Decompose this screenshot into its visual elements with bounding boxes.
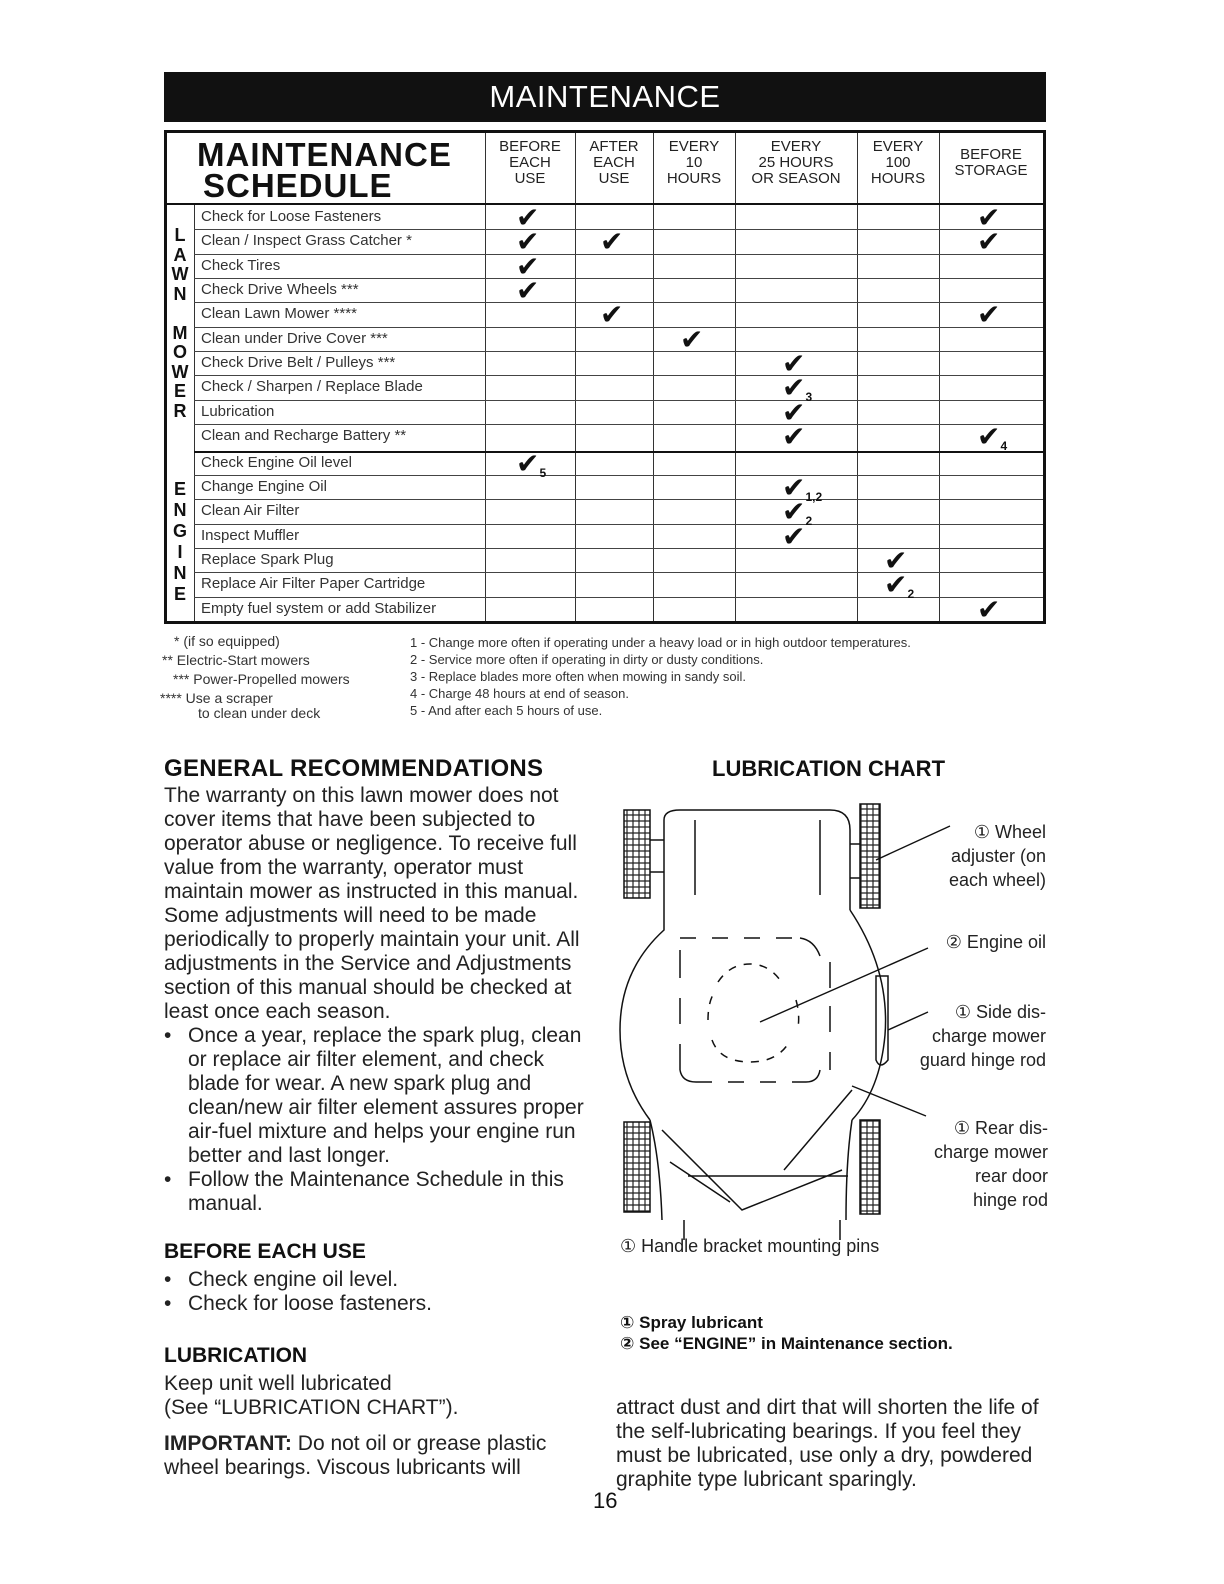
side-letter-lawn-mower: M xyxy=(172,322,188,343)
check-note-ref: 1,2 xyxy=(805,489,823,504)
check-mark xyxy=(977,299,1001,331)
check-icon: ✔ xyxy=(782,520,806,552)
lubrication-line1: Keep unit well lubricated xyxy=(164,1372,392,1395)
check-mark xyxy=(977,593,1001,625)
schedule-row-label: Clean and Recharge Battery ** xyxy=(201,427,407,445)
check-mark xyxy=(884,569,915,606)
column-header-5 xyxy=(857,139,939,187)
schedule-row-label: Change Engine Oil xyxy=(201,477,327,495)
column-header-line: HOURS xyxy=(870,170,926,187)
column-header-6 xyxy=(939,147,1043,179)
check-icon: ✔ xyxy=(516,226,540,258)
row-divider xyxy=(194,451,1043,453)
column-header-line: USE xyxy=(598,170,630,187)
lubrication-line2: (See “LUBRICATION CHART”). xyxy=(164,1396,459,1419)
bullet-follow-schedule: • Follow the Maintenance Schedule in this manual. xyxy=(164,1168,600,1216)
schedule-row-label: Check Drive Wheels *** xyxy=(201,281,359,299)
check-icon: ✔ xyxy=(516,275,540,307)
column-divider xyxy=(194,205,195,621)
callout-engine-oil: ② Engine oil xyxy=(945,932,1046,952)
schedule-row-label: Inspect Muffler xyxy=(201,526,300,544)
column-header-line: 25 HOURS xyxy=(758,154,834,171)
lubrication-continued: attract dust and dirt that will shorten the life of the self-lubricating bearings. If you feel they must be lubricated, use only a dry, powdered graphite type lubricant sparingly. xyxy=(616,1396,1039,1491)
check-mark xyxy=(782,520,806,552)
check-mark xyxy=(680,323,704,355)
column-header-line: 10 xyxy=(685,154,703,171)
row-divider xyxy=(194,375,1043,376)
side-letter-lawn-mower: O xyxy=(172,342,187,362)
row-divider xyxy=(194,597,1043,598)
numbered-note-4: 4 - Charge 48 hours at end of season. xyxy=(410,686,629,701)
check-icon: ✔ xyxy=(782,496,806,528)
bullet-spark-plug: • Once a year, replace the spark plug, clean or replace air filter element, and check blade for wear. A new spark plug and clean/new air filter element assures proper air-fuel mixture and helps your engine run better and last longer. xyxy=(164,1024,600,1168)
callout-wheel-l3: each wheel) xyxy=(948,870,1046,890)
check-icon: ✔ xyxy=(977,202,1001,233)
column-header-line: BEFORE xyxy=(960,146,1022,163)
callout-rear-l2: charge mower xyxy=(933,1142,1048,1162)
row-divider xyxy=(194,278,1043,279)
callout-side-l2: charge mower xyxy=(931,1026,1046,1046)
schedule-row-label: Check / Sharpen / Replace Blade xyxy=(201,378,423,396)
footnotes-symbols xyxy=(160,632,350,723)
column-header-line: USE xyxy=(514,170,546,187)
side-letter-engine: N xyxy=(173,500,187,520)
schedule-title xyxy=(197,136,452,204)
warranty-paragraph: The warranty on this lawn mower does not cover items that have been subjected to operator abuse or negligence. To receive full value from the warranty, operator must maintain mower as instructed in this manual. Some adjustments will need to be made periodically to properly maintain your unit. All adjustments in the Service and Adjustments section of this manual should be checked at least once each season. xyxy=(164,784,580,1023)
row-divider xyxy=(194,424,1043,425)
footnote-4: **** Use a scraper xyxy=(160,690,273,706)
check-mark xyxy=(516,447,547,485)
column-header-line: HOURS xyxy=(666,170,722,187)
front-left-wheel xyxy=(624,810,650,898)
footnote-3: *** Power-Propelled mowers xyxy=(173,671,350,687)
before-each-use-list xyxy=(164,1268,584,1316)
schedule-row-label: Replace Air Filter Paper Cartridge xyxy=(201,575,426,593)
callout-rear-l3: rear door xyxy=(974,1166,1048,1186)
check-note-ref: 5 xyxy=(539,465,547,480)
side-letter-lawn-mower: E xyxy=(173,381,186,401)
check-icon: ✔ xyxy=(782,396,806,428)
check-note-ref: 4 xyxy=(1000,439,1008,454)
column-header-line: OR SEASON xyxy=(751,170,841,187)
row-divider xyxy=(194,351,1043,352)
row-divider xyxy=(194,524,1043,525)
callout-wheel-l2: adjuster (on xyxy=(950,846,1046,866)
check-icon: ✔ xyxy=(516,202,540,233)
check-icon: ✔ xyxy=(977,299,1001,331)
side-letter-engine: E xyxy=(173,584,186,604)
check-mark xyxy=(600,226,624,258)
side-letter-lawn-mower: N xyxy=(173,283,187,304)
check-icon: ✔ xyxy=(884,569,908,601)
rear-left-wheel xyxy=(624,1122,650,1212)
lubrication-body xyxy=(164,1372,594,1480)
row-divider xyxy=(194,499,1043,500)
lubrication-chart-title: LUBRICATION CHART xyxy=(712,756,946,781)
column-header-line: BEFORE xyxy=(499,138,561,155)
side-letter-lawn-mower: W xyxy=(171,264,189,284)
check-icon: ✔ xyxy=(516,447,540,479)
callout-side-l1: ① Side dis- xyxy=(954,1002,1046,1022)
check-icon: ✔ xyxy=(600,299,624,331)
side-letter-lawn-mower: R xyxy=(173,400,187,421)
page-banner: MAINTENANCE xyxy=(164,72,1046,122)
check-mark xyxy=(600,299,624,331)
callout-rear-l4: hinge rod xyxy=(972,1190,1048,1210)
check-icon: ✔ xyxy=(884,544,908,576)
chart-legend xyxy=(620,1312,953,1354)
front-right-wheel xyxy=(860,804,880,908)
side-letter-engine: G xyxy=(172,521,187,541)
column-header-line: EVERY xyxy=(770,138,822,155)
callout-rear-discharge xyxy=(906,1116,1048,1212)
schedule-title-line1: MAINTENANCE xyxy=(197,136,452,173)
column-header-line: STORAGE xyxy=(954,162,1028,179)
schedule-row-label: Clean under Drive Cover *** xyxy=(201,329,388,347)
row-divider xyxy=(194,475,1043,476)
before-each-use-heading: BEFORE EACH USE xyxy=(164,1240,366,1263)
column-header-1 xyxy=(485,139,575,187)
rear-right-wheel xyxy=(860,1120,880,1214)
schedule-row-label: Clean / Inspect Grass Catcher * xyxy=(201,232,412,250)
numbered-note-2: 2 - Service more often if operating in dirty or dusty conditions. xyxy=(410,652,764,667)
side-letter-engine: E xyxy=(173,479,186,499)
check-icon: ✔ xyxy=(782,421,806,453)
check-icon: ✔ xyxy=(977,421,1001,453)
callout-wheel-adjuster xyxy=(920,820,1046,892)
important-label: IMPORTANT: xyxy=(164,1432,292,1455)
column-header-3 xyxy=(653,139,735,187)
schedule-row-label: Lubrication xyxy=(201,402,275,420)
side-letter-engine: N xyxy=(173,563,187,583)
callout-handle-bracket: ① Handle bracket mounting pins xyxy=(620,1236,880,1256)
column-header-line: EACH xyxy=(593,154,635,171)
column-header-line: EVERY xyxy=(668,138,720,155)
legend-engine: ② See “ENGINE” in Maintenance section. xyxy=(620,1334,953,1353)
maintenance-schedule-table xyxy=(164,130,1046,624)
lubrication-heading: LUBRICATION xyxy=(164,1344,308,1367)
check-icon: ✔ xyxy=(680,323,704,355)
general-recommendations-heading: GENERAL RECOMMENDATIONS xyxy=(164,755,544,782)
bullet-oil-level: • Check engine oil level. xyxy=(164,1268,584,1292)
check-mark xyxy=(977,421,1008,458)
check-mark xyxy=(977,226,1001,258)
callout-rear-l1: ① Rear dis- xyxy=(953,1118,1048,1138)
schedule-row-label: Check Drive Belt / Pulleys *** xyxy=(201,354,396,372)
check-note-ref: 2 xyxy=(907,587,915,602)
footnote-1: * (if so equipped) xyxy=(174,633,280,649)
numbered-note-5: 5 - And after each 5 hours of use. xyxy=(410,703,603,718)
check-icon: ✔ xyxy=(782,348,806,380)
numbered-note-3: 3 - Replace blades more often when mowing in sandy soil. xyxy=(410,669,747,684)
schedule-row-label: Check for Loose Fasteners xyxy=(201,208,382,225)
column-header-4 xyxy=(735,139,857,187)
check-icon: ✔ xyxy=(977,593,1001,625)
footnotes-numbered xyxy=(410,634,911,719)
row-divider xyxy=(194,400,1043,401)
schedule-row-label: Replace Spark Plug xyxy=(201,550,334,568)
page-number: 16 xyxy=(593,1488,618,1513)
column-header-line: EVERY xyxy=(872,138,924,155)
schedule-row-label: Check Tires xyxy=(201,256,281,274)
column-header-line: EACH xyxy=(509,154,551,171)
footnote-2: ** Electric-Start mowers xyxy=(162,652,310,668)
callout-side-l3: guard hinge rod xyxy=(919,1050,1046,1070)
check-mark xyxy=(516,275,540,307)
column-header-line: AFTER xyxy=(589,138,639,155)
check-note-ref: 2 xyxy=(805,514,813,529)
schedule-row-label: Check Engine Oil level xyxy=(201,453,352,471)
column-header-line: 100 xyxy=(885,154,911,171)
footnote-4b: to clean under deck xyxy=(198,705,321,721)
check-icon: ✔ xyxy=(600,226,624,258)
side-letter-engine: I xyxy=(177,542,183,562)
schedule-row-label: Empty fuel system or add Stabilizer xyxy=(201,599,437,617)
check-icon: ✔ xyxy=(516,250,540,282)
bullet-fasteners: • Check for loose fasteners. xyxy=(164,1292,584,1316)
important-text: Do not oil or grease plastic wheel bearings. Viscous lubricants will xyxy=(164,1432,547,1479)
row-divider xyxy=(194,572,1043,573)
check-note-ref: 3 xyxy=(805,390,813,405)
column-header-2 xyxy=(575,139,653,187)
row-divider xyxy=(194,548,1043,549)
check-icon: ✔ xyxy=(977,226,1001,258)
numbered-note-1: 1 - Change more often if operating under a heavy load or in high outdoor temperatures. xyxy=(410,635,911,650)
check-mark xyxy=(782,421,806,453)
side-letter-lawn-mower: W xyxy=(171,361,189,382)
check-icon: ✔ xyxy=(782,372,806,404)
schedule-title-line2: SCHEDULE xyxy=(203,167,393,204)
side-letter-lawn-mower: L xyxy=(174,225,186,245)
schedule-row-label: Clean Lawn Mower **** xyxy=(201,305,357,323)
general-recommendations-body xyxy=(164,784,600,1216)
legend-spray: ① Spray lubricant xyxy=(620,1313,763,1332)
callout-wheel-l1: ① Wheel xyxy=(973,822,1046,842)
callout-side-discharge xyxy=(896,1000,1046,1072)
check-icon: ✔ xyxy=(782,471,806,503)
side-letter-lawn-mower: A xyxy=(173,244,187,265)
schedule-row-label: Clean Air Filter xyxy=(201,502,300,520)
